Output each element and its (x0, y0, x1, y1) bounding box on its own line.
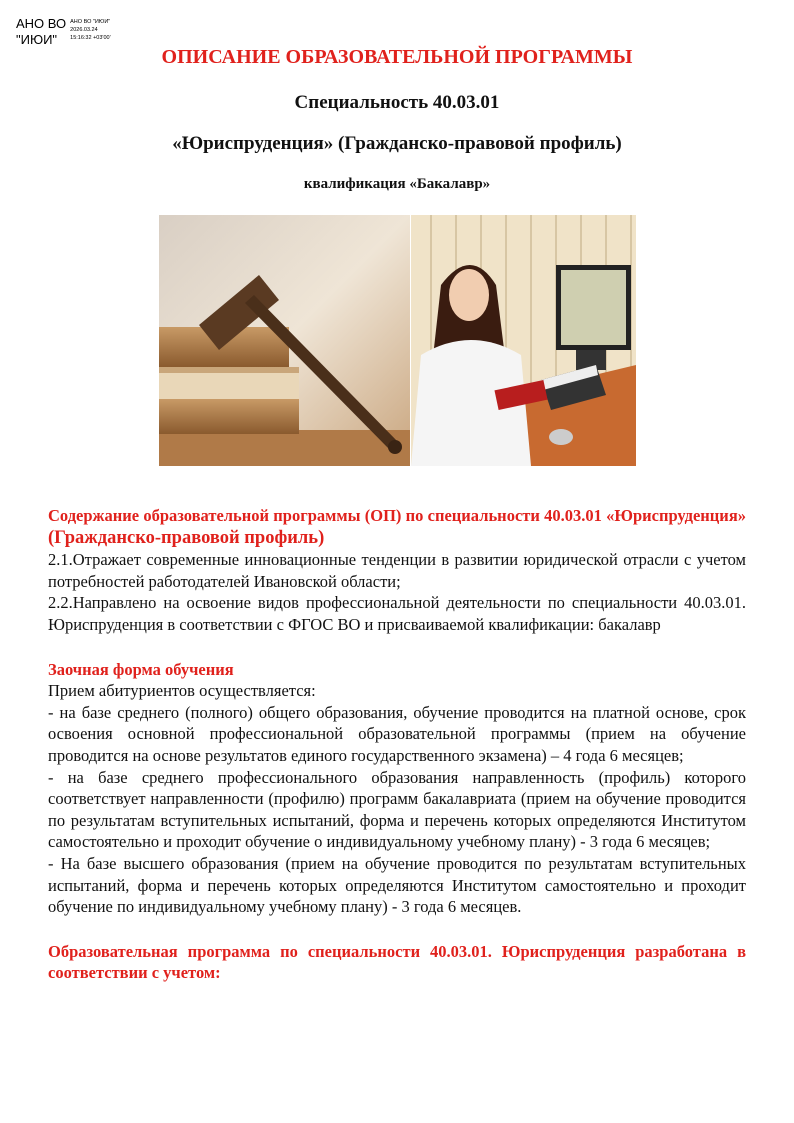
paragraph-2-1: 2.1.Отражает современные инновационные тенденции в развитии юридической отрасли с учетом потребностей работодателей Ивановской области; (48, 550, 746, 591)
paragraph-2-2: 2.2.Направлено на освоение видов профессиональной деятельности по специальности 40.03.01. Юриспруденция в соответствии с ФГОС ВО и присваиваемой квалификации: бакалавр (48, 593, 746, 634)
section-heading-program-basis: Образовательная программа по специальности 40.03.01. Юриспруденция разработана в соответствии с учетом: (48, 941, 746, 983)
program-name: «Юриспруденция» (Гражданско-правовой профиль) (172, 133, 622, 154)
admission-item-secondary: - на базе среднего (полного) общего образования, обучение проводится на платной основе, срок освоения основной профессиональной образовательной программы (прием на обучение проводится на основе результатов единого государственного экзамена) – 4 года 6 месяцев; (48, 702, 746, 765)
stamp-details: АНО ВО "ИЮИ" 2026.03.24 15:16:32 +03'00' (70, 19, 111, 41)
program-description (48, 505, 746, 984)
gavel-photo (159, 215, 410, 466)
admission-item-higher: - На базе высшего образования (прием на обучение проводится по результатам вступительных испытаний, форма и перечень которых определяются Институтом самостоятельно и проходит обучение по индивидуальному учебному плану) - 3 года 6 месяцев. (48, 853, 746, 917)
section-heading-content: Содержание образовательной программы (ОП) по специальности 40.03.01 «Юриспруденция» (Гражданско-правовой профиль) (48, 506, 746, 548)
qualification: квалификация «Бакалавр» (303, 176, 491, 192)
admission-intro: Прием абитуриентов осуществляется: (48, 681, 316, 701)
page-title: ОПИСАНИЕ ОБРАЗОВАТЕЛЬНОЙ ПРОГРАММЫ (161, 46, 633, 68)
stamp-org: АНО ВО "ИЮИ" (16, 16, 67, 47)
digital-signature-stamp (16, 16, 111, 48)
student-at-computer-photo (411, 215, 636, 466)
section-heading-study-form: Заочная форма обучения (48, 659, 234, 679)
admission-item-vocational: - на базе среднего профессионального образования направленность (профиль) которого соответствует направленности (профилю) программ бакалавриата (прием на обучение проводится по результатам вступительных испытаний, форма и перечень которых определяются Институтом самостоятельно и проходит обучение о индивидуальному учебному плану) - 3 года 6 месяцев; (48, 767, 746, 852)
specialty-code: Специальность 40.03.01 (294, 92, 500, 113)
